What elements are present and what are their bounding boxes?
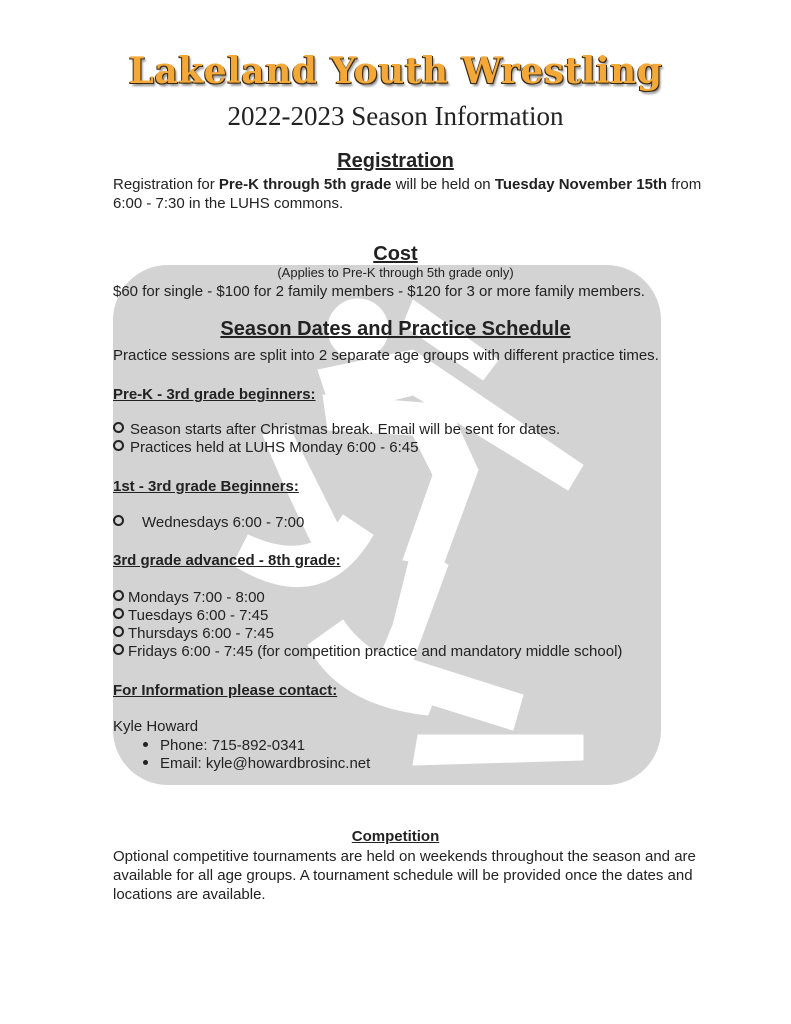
group-beginners-title: 1st - 3rd grade Beginners:	[113, 478, 299, 495]
cost-heading: Cost	[373, 243, 418, 265]
list-item: Practices held at LUHS Monday 6:00 - 6:45	[113, 439, 419, 457]
circle-bullet-icon	[113, 515, 124, 526]
list-item: Season starts after Christmas break. Email will be sent for dates.	[113, 421, 560, 439]
list-item: Wednesdays 6:00 - 7:00	[113, 514, 304, 532]
competition-heading: Competition	[351, 828, 440, 845]
cost-note: (Applies to Pre-K through 5th grade only)	[277, 265, 514, 280]
contact-name: Kyle Howard	[113, 718, 199, 735]
circle-bullet-icon	[113, 626, 124, 637]
circle-bullet-icon	[113, 590, 124, 601]
page-subtitle: 2022-2023 Season Information	[227, 101, 564, 131]
list-item: Tuesdays 6:00 - 7:45	[113, 607, 268, 625]
list-item: Mondays 7:00 - 8:00	[113, 589, 265, 607]
page-title: Lakeland Youth Wrestling	[128, 50, 663, 92]
circle-bullet-icon	[113, 608, 124, 619]
season-heading: Season Dates and Practice Schedule	[220, 318, 571, 340]
cost-text: $60 for single - $100 for 2 family members - $120 for 3 or more family members.	[113, 283, 645, 300]
registration-heading: Registration	[337, 150, 454, 172]
circle-bullet-icon	[113, 644, 124, 655]
contact-email: Email: kyle@howardbrosinc.net	[143, 755, 370, 773]
list-item: Thursdays 6:00 - 7:45	[113, 625, 274, 643]
bullet-icon	[143, 760, 148, 765]
contact-phone: Phone: 715-892-0341	[143, 737, 305, 755]
registration-text: Registration for Pre-K through 5th grade will be held on Tuesday November 15th from 6:00 - 7:30 in the LUHS commons.	[113, 176, 702, 212]
group-advanced-title: 3rd grade advanced - 8th grade:	[113, 552, 341, 569]
group-pre-k-title: Pre-K - 3rd grade beginners:	[113, 386, 316, 403]
contact-heading: For Information please contact:	[113, 682, 338, 699]
season-intro: Practice sessions are split into 2 separate age groups with different practice times.	[113, 347, 659, 364]
competition-text: Optional competitive tournaments are held on weekends throughout the season and are available for all age groups. A tournament schedule will be provided once the dates and locations are available.	[113, 848, 696, 903]
bullet-icon	[143, 742, 148, 747]
circle-bullet-icon	[113, 440, 124, 451]
list-item: Fridays 6:00 - 7:45 (for competition practice and mandatory middle school)	[113, 643, 622, 661]
circle-bullet-icon	[113, 422, 124, 433]
